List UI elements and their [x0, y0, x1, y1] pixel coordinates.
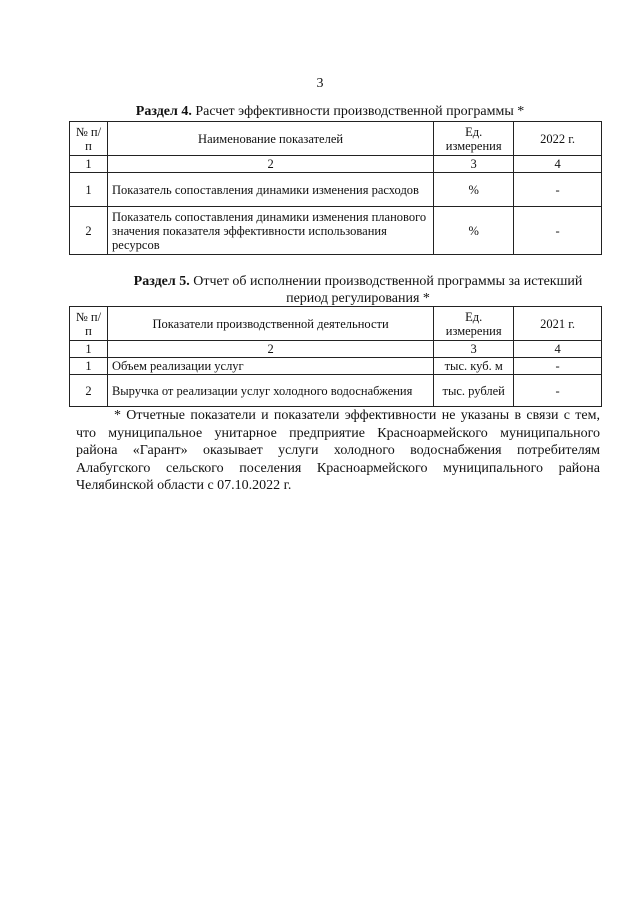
row-unit: %	[434, 207, 514, 255]
row-num: 2	[70, 375, 108, 407]
row-name: Показатель сопоставления динамики изменения расходов	[107, 173, 433, 207]
table-header-row	[70, 307, 602, 341]
row-unit: тыс. куб. м	[434, 358, 514, 375]
footnote	[76, 407, 600, 495]
numbering-cell: 2	[107, 341, 433, 358]
section5-title-text: Отчет об исполнении производственной программы за истекший период регулирования *	[189, 274, 583, 306]
header-year: 2022 г.	[514, 122, 602, 156]
header-unit: Ед. измерения	[434, 122, 514, 156]
row-value: -	[514, 358, 602, 375]
table-row	[70, 358, 602, 375]
table-numbering-row	[70, 156, 602, 173]
section4-table	[69, 121, 602, 255]
section5-table	[69, 306, 602, 407]
footnote-text: * Отчетные показатели и показатели эффективности не указаны в связи с тем, что муниципальное унитарное предприятие Красноармейского муниципального района «Гарант» оказывает услуги холодного водоснабжения потребителям Алабугского сельского поселения Красноармейского муниципального района Челябинской области с 07.10.2022 г.	[76, 408, 600, 493]
numbering-cell: 1	[70, 156, 108, 173]
header-name: Наименование показателей	[107, 122, 433, 156]
row-num: 1	[70, 358, 108, 375]
numbering-cell: 4	[514, 156, 602, 173]
row-unit: %	[434, 173, 514, 207]
numbering-cell: 4	[514, 341, 602, 358]
section4-title-text: Расчет эффективности производственной программы *	[191, 104, 525, 119]
row-name: Выручка от реализации услуг холодного водоснабжения	[107, 375, 433, 407]
row-name: Показатель сопоставления динамики изменения планового значения показателя эффективности использования ресурсов	[107, 207, 433, 255]
table-row	[70, 375, 602, 407]
table-numbering-row	[70, 341, 602, 358]
numbering-cell: 2	[107, 156, 433, 173]
row-value: -	[514, 173, 602, 207]
page-number: 3	[316, 76, 324, 91]
row-num: 2	[70, 207, 108, 255]
header-unit: Ед. измерения	[434, 307, 514, 341]
numbering-cell: 3	[434, 156, 514, 173]
numbering-cell: 3	[434, 341, 514, 358]
section4-title	[60, 103, 600, 120]
row-value: -	[514, 375, 602, 407]
header-name: Показатели производственной деятельности	[107, 307, 433, 341]
table-row	[70, 173, 602, 207]
header-num: № п/п	[70, 122, 108, 156]
header-num: № п/п	[70, 307, 108, 341]
row-name: Объем реализации услуг	[107, 358, 433, 375]
section5-title	[118, 273, 598, 307]
numbering-cell: 1	[70, 341, 108, 358]
table-row	[70, 207, 602, 255]
row-num: 1	[70, 173, 108, 207]
row-unit: тыс. рублей	[434, 375, 514, 407]
section4-title-bold: Раздел 4.	[135, 104, 192, 119]
table-header-row	[70, 122, 602, 156]
row-value: -	[514, 207, 602, 255]
header-year: 2021 г.	[514, 307, 602, 341]
section5-title-bold: Раздел 5.	[133, 274, 190, 289]
